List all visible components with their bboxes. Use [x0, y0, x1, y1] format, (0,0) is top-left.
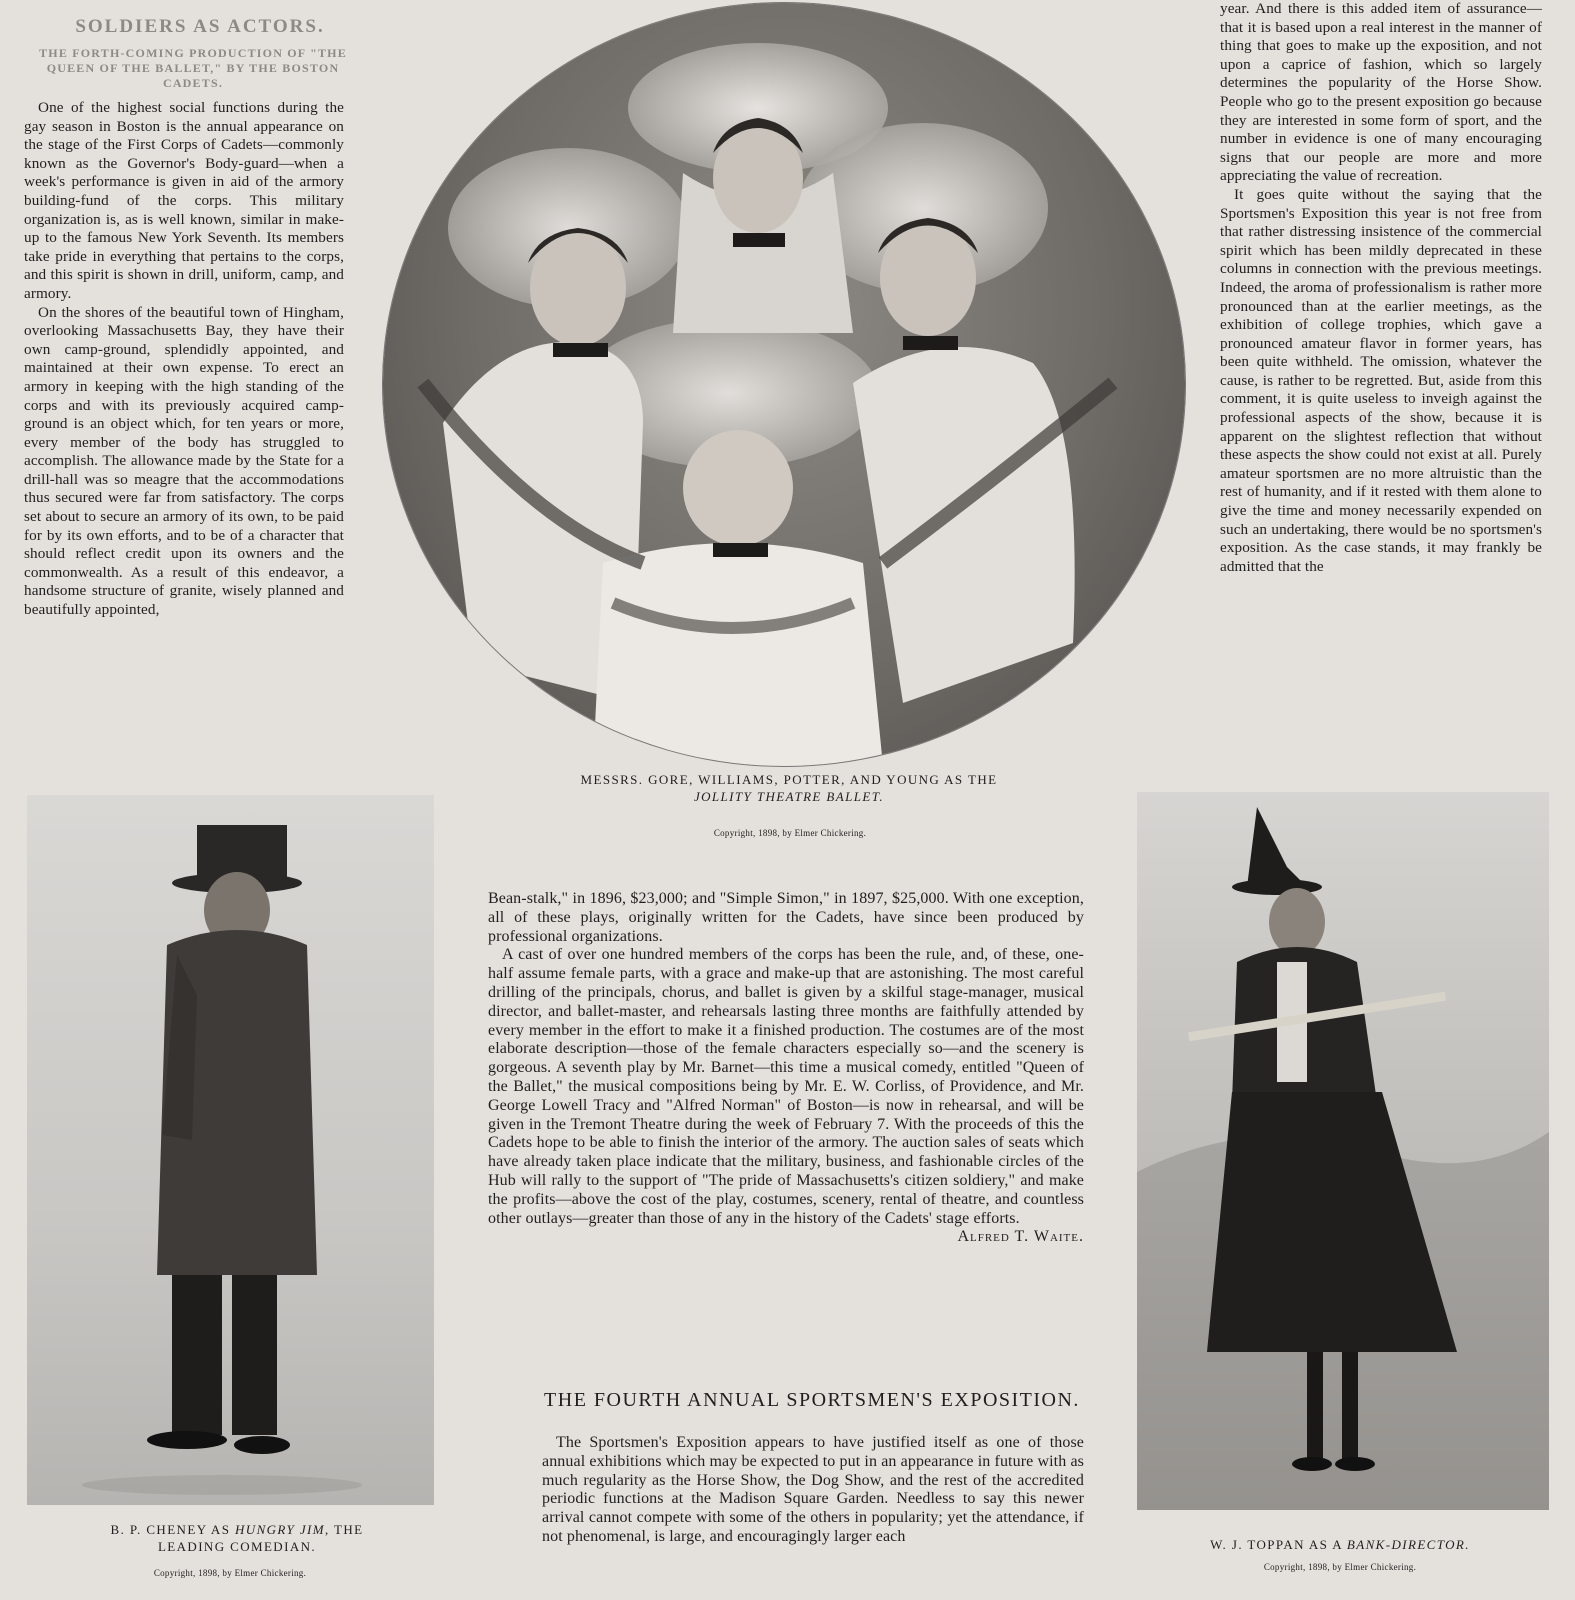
ballet-group-illustration	[383, 3, 1185, 766]
right-photo-copyright: Copyright, 1898, by Elmer Chickering.	[1263, 1562, 1417, 1572]
sportsmen-article-title: THE FOURTH ANNUAL SPORTSMEN'S EXPOSITION.	[544, 1389, 1080, 1411]
toppan-photo	[1137, 792, 1549, 1510]
author-signature: Alfred T. Waite.	[957, 1228, 1084, 1246]
caption-role: HUNGRY JIM	[235, 1522, 325, 1537]
paragraph: On the shores of the beautiful town of Hingham, overlooking Massachusetts Bay, they have their own camp-ground, splendidly appointed, and maintained at their own expense. To erect an armory in keeping with the high standing of the corps and with its previously acquired camp-ground is an object which, for ten years or more, every member of the body has struggled to accomplish. The allowance made by the State for a drill-hall was so meagre that the accommodations thus secured were far from satisfactory. The corps set about to secure an armory of its own, to be paid for by its own efforts, and to be of a character that should reflect credit upon its owners and the commonwealth. As a result of this endeavor, a handsome structure of granite, wisely planned and beautifully appointed,	[24, 303, 344, 619]
center-column-text	[488, 890, 1084, 1247]
article-title: SOLDIERS AS ACTORS.	[75, 16, 325, 37]
caption-suffix: , THE	[324, 1522, 364, 1537]
paragraph: Bean-stalk," in 1896, $23,000; and "Simple Simon," in 1897, $25,000. With one exception, all of these plays, originally written for the Cadets, have since been produced by professional organizations.	[488, 890, 1084, 945]
caption-line: LEADING COMEDIAN.	[157, 1539, 317, 1554]
sportsmen-article-text	[542, 1434, 1084, 1547]
right-column-text	[1220, 0, 1542, 576]
caption-line-italic: JOLLITY THEATRE BALLET.	[693, 789, 885, 804]
cheney-photo	[27, 795, 434, 1505]
left-photo-caption	[27, 1521, 447, 1555]
cheney-figure-illustration	[27, 795, 434, 1505]
paragraph	[488, 946, 1084, 1246]
right-photo-caption	[1130, 1536, 1550, 1553]
left-photo-copyright: Copyright, 1898, by Elmer Chickering.	[153, 1568, 307, 1578]
ballet-group-photo	[383, 3, 1185, 766]
caption-line: MESSRS. GORE, WILLIAMS, POTTER, AND YOUNG AS THE	[580, 772, 998, 787]
paragraph: The Sportsmen's Exposition appears to have justified itself as one of those annual exhibitions which may be expected to put in an appearance in future with as much regularity as the Horse Show, the Dog Show, and the rest of the accredited periodic functions at the Madison Square Garden. Needless to say this newer arrival cannot compete with some of the others in popularity; yet the attendance, if not phenomenal, is large, and encouragingly larger each	[542, 1434, 1084, 1545]
caption-prefix: B. P. CHENEY AS	[110, 1522, 235, 1537]
paragraph: It goes quite without the saying that the Sportsmen's Exposition this year is not free from that rather distressing insistence of the commercial spirit which has been mildly deprecated in these columns in connection with the previous meetings. Indeed, the aroma of professionalism is rather more pronounced than at the earlier meetings, as the exhibition of college trophies, which gave a pronounced amateur flavor in former years, has been quite withheld. The omission, whatever the cause, is rather to be regretted. But, aside from this comment, it is quite useless to inveigh against the professional aspects of the show, because it is apparent on the slightest reflection that without these aspects the show could not exist at all. Purely amateur sportsmen are no more altruistic than the rest of humanity, and if it rested with them alone to give the time and money necessarily expended on such an undertaking, there would be no sportsmen's exposition. As the case stands, it may frankly be admitted that the	[1220, 185, 1542, 575]
center-photo-copyright: Copyright, 1898, by Elmer Chickering.	[713, 828, 867, 838]
center-photo-caption	[478, 771, 1100, 805]
caption-prefix: W. J. TOPPAN AS A	[1210, 1537, 1347, 1552]
paragraph: year. And there is this added item of assurance—that it is based upon a real interest in the manner of thing that goes to make up the exposition, and not upon a caprice of fashion, which so largely determines the popularity of the Horse Show. People who go to the present exposition go because they are interested in some form of sport, and the number in evidence is one of many encouraging signs that our people are more and more appreciating the value of recreation.	[1220, 0, 1542, 185]
left-column-text	[24, 99, 344, 620]
caption-role: BANK-DIRECTOR.	[1346, 1537, 1470, 1552]
paragraph: One of the highest social functions during the gay season in Boston is the annual appearance on the stage of the First Corps of Cadets—commonly known as the Governor's Body-guard—when a week's performance is given in aid of the armory building-fund of the corps. This military organization is, as is well known, similar in make-up to the famous New York Seventh. Its members take pride in everything that pertains to the corps, and this spirit is shown in drill, uniform, camp, and armory.	[24, 99, 344, 302]
paragraph-text: A cast of over one hundred members of the corps has been the rule, and, of these, one-half assume female parts, with a grace and make-up that are astonishing. The most careful drilling of the principals, chorus, and ballet is given by a skilful stage-manager, musical director, and ballet-master, and rehearsals lasting three months are faithfully attended by every member in the effort to make it a finished production. The costumes are of the most elaborate description—those of the female characters especially so—and the scenery is gorgeous. A seventh play by Mr. Barnet—this time a musical comedy, entitled "Queen of the Ballet," the musical compositions being by Mr. E. W. Corliss, of Providence, and Mr. George Lowell Tracy and "Alfred Norman" of Boston—is now in rehearsal, and will be given in the Tremont Theatre during the week of February 7. With the proceeds of this the Cadets hope to be able to finish the interior of the armory. The auction sales of seats which have already taken place indicate that the military, business, and fashionable circles of the Hub will rally to the support of "The pride of Massachusetts's citizen soldiery," and make the profits—above the cost of the play, costumes, scenery, rental of theatre, and countless other outlays—greater than those of any in the history of the Cadets' stage efforts.	[488, 946, 1084, 1227]
article-subtitle: THE FORTH-COMING PRODUCTION OF "THE QUEEN OF THE BALLET," BY THE BOSTON CADETS.	[39, 46, 347, 90]
toppan-figure-illustration	[1137, 792, 1549, 1510]
